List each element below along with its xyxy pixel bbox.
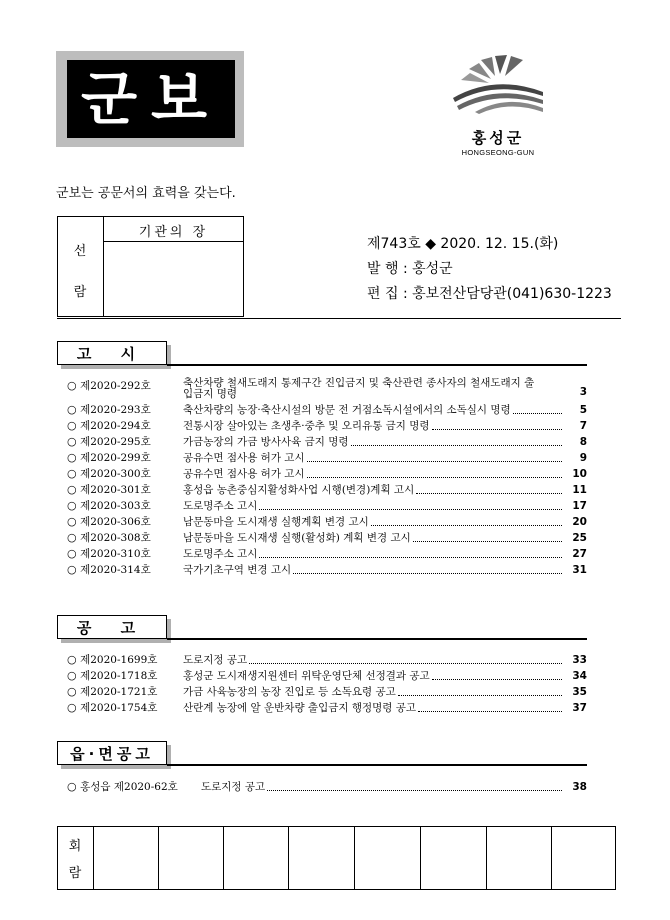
bullet-icon: ○ — [67, 451, 81, 464]
toc-row[interactable] — [67, 700, 587, 716]
section-header-town-announcement: 읍·면공고 — [57, 741, 167, 765]
toc-page: 5 — [579, 404, 587, 416]
dot-leader — [418, 711, 562, 712]
bullet-icon: ○ — [67, 685, 81, 698]
dot-leader — [259, 509, 562, 510]
dot-leader — [513, 413, 562, 414]
toc-page: 38 — [572, 781, 587, 793]
toc-row[interactable] — [67, 684, 587, 700]
toc-row[interactable] — [67, 378, 587, 402]
issue-publisher: 발 행 : 홍성군 — [367, 261, 453, 277]
dot-leader — [432, 429, 562, 430]
toc-title: 산란계 농장에 알 운반차량 출입금지 행정명령 공고 — [183, 702, 417, 714]
bullet-icon: ○ — [67, 563, 81, 576]
toc-number: 제2020-1718호 — [80, 670, 158, 682]
dot-leader — [413, 541, 562, 542]
toc-number: 제2020-294호 — [80, 420, 151, 432]
masthead-banner — [67, 60, 235, 138]
toc-title: 홍성읍 농촌중심지활성화사업 시행(변경)계획 고시 — [183, 484, 415, 496]
bullet-icon: ○ — [67, 499, 81, 512]
toc-page: 25 — [572, 532, 587, 544]
toc-page: 11 — [572, 484, 587, 496]
toc-number: 제2020-1699호 — [80, 654, 158, 666]
bullet-icon: ○ — [67, 669, 81, 682]
circulation-header-divider — [103, 241, 244, 242]
toc-number: 제2020-310호 — [80, 548, 151, 560]
org-name: 홍성군 — [471, 129, 525, 147]
dot-leader — [351, 445, 563, 446]
toc-title: 가금농장의 가금 방사사육 금지 명령 — [183, 436, 349, 448]
toc-row[interactable] — [67, 434, 587, 450]
toc-title: 도로지정 공고 — [183, 654, 248, 666]
grid-divider — [288, 826, 289, 890]
toc-row[interactable] — [67, 562, 587, 578]
dot-leader — [307, 461, 562, 462]
toc-number: 제2020-292호 — [80, 380, 151, 392]
grid-divider — [420, 826, 421, 890]
circulation-label-top: 선 — [73, 244, 87, 259]
grid-divider — [551, 826, 552, 890]
toc-number: 제2020-299호 — [80, 452, 151, 464]
bullet-icon: ○ — [67, 435, 81, 448]
approval-label-bottom: 람 — [68, 866, 82, 881]
toc-number: 제2020-293호 — [80, 404, 151, 416]
header-rule — [57, 318, 621, 319]
county-emblem-icon — [445, 52, 549, 114]
grid-divider — [354, 826, 355, 890]
toc-row[interactable] — [67, 546, 587, 562]
circulation-header: 기관의 장 — [138, 225, 209, 240]
masthead-title: 군보 — [80, 65, 222, 133]
toc-row[interactable] — [67, 418, 587, 434]
dot-leader — [307, 477, 562, 478]
toc-number: 제2020-303호 — [80, 500, 151, 512]
toc-title: 남문동마을 도시재생 실행계획 변경 고시 — [183, 516, 369, 528]
toc-row[interactable] — [67, 779, 587, 795]
bullet-icon: ○ — [67, 531, 81, 544]
dot-leader — [249, 663, 562, 664]
toc-row[interactable] — [67, 530, 587, 546]
toc-row[interactable] — [67, 482, 587, 498]
toc-page: 31 — [572, 564, 587, 576]
bullet-icon: ○ — [67, 379, 81, 392]
grid-divider — [223, 826, 224, 890]
toc-title: 남문동마을 도시재생 실행(활성화) 계획 변경 고시 — [183, 532, 411, 544]
bullet-icon: ○ — [67, 780, 81, 793]
bullet-icon: ○ — [67, 515, 81, 528]
toc-page: 34 — [572, 670, 587, 682]
dot-leader — [398, 695, 562, 696]
toc-number: 제2020-1754호 — [80, 702, 158, 714]
dot-leader — [371, 525, 562, 526]
bullet-icon: ○ — [67, 653, 81, 666]
section-header-announcement: 공 고 — [57, 615, 167, 639]
toc-number: 제2020-308호 — [80, 532, 151, 544]
dot-leader — [416, 493, 562, 494]
dot-leader — [259, 557, 562, 558]
toc-title: 공유수면 점사용 허가 고시 — [183, 468, 305, 480]
approval-label-top: 회 — [68, 839, 82, 854]
section-rule — [167, 364, 587, 366]
toc-page: 17 — [572, 500, 587, 512]
toc-page: 7 — [579, 420, 587, 432]
bullet-icon: ○ — [67, 403, 81, 416]
grid-divider — [158, 826, 159, 890]
circulation-label-bottom: 람 — [73, 285, 87, 300]
grid-divider — [93, 826, 94, 890]
toc-title: 도로지정 공고 — [201, 781, 266, 793]
bullet-icon: ○ — [67, 483, 81, 496]
toc-title: 홍성군 도시재생지원센터 위탁운영단체 선정결과 공고 — [183, 670, 430, 682]
dot-leader — [267, 790, 562, 791]
bullet-icon: ○ — [67, 467, 81, 480]
toc-page: 10 — [572, 468, 587, 480]
toc-page: 27 — [572, 548, 587, 560]
toc-title: 국가기초구역 변경 고시 — [183, 564, 292, 576]
toc-number: 제2020-306호 — [80, 516, 151, 528]
toc-title: 축산차량 철새도래지 통제구간 진입금지 및 축산관련 종사자의 철새도래지 출입금지 명령 — [183, 377, 535, 400]
grid-divider — [486, 826, 487, 890]
toc-page: 35 — [572, 686, 587, 698]
toc-number: 제2020-314호 — [80, 564, 151, 576]
toc-page: 37 — [572, 702, 587, 714]
section-rule — [167, 638, 587, 640]
dot-leader — [293, 573, 562, 574]
org-name-english: HONGSEONG-GUN — [461, 148, 535, 157]
toc-row[interactable] — [67, 450, 587, 466]
toc-page: 8 — [579, 436, 587, 448]
toc-row[interactable] — [67, 514, 587, 530]
toc-number: 제2020-295호 — [80, 436, 151, 448]
toc-title: 전통시장 살아있는 초생추·중추 및 오리유통 금지 명령 — [183, 420, 430, 432]
toc-number: 제2020-301호 — [80, 484, 151, 496]
bullet-icon: ○ — [67, 701, 81, 714]
toc-page: 20 — [572, 516, 587, 528]
toc-page: 9 — [579, 452, 587, 464]
toc-number: 홍성읍 제2020-62호 — [80, 781, 178, 793]
toc-number: 제2020-1721호 — [80, 686, 158, 698]
toc-title: 도로명주소 고시 — [183, 500, 258, 512]
toc-title: 공유수면 점사용 허가 고시 — [183, 452, 305, 464]
toc-page: 3 — [579, 386, 587, 398]
toc-row[interactable] — [67, 498, 587, 514]
section-rule — [167, 764, 587, 766]
toc-page: 33 — [572, 654, 587, 666]
dot-leader — [432, 679, 562, 680]
toc-row[interactable] — [67, 652, 587, 668]
toc-title: 축산차량의 농장·축산시설의 방문 전 거점소독시설에서의 소독실시 명령 — [183, 404, 511, 416]
approval-grid — [57, 826, 616, 890]
section-header-notice: 고 시 — [57, 341, 167, 365]
toc-title: 가금 사육농장의 농장 진입로 등 소독요령 공고 — [183, 686, 396, 698]
toc-number: 제2020-300호 — [80, 468, 151, 480]
toc-row[interactable] — [67, 466, 587, 482]
toc-title: 도로명주소 고시 — [183, 548, 258, 560]
issue-editor: 편 집 : 홍보전산담당관(041)630-1223 — [367, 286, 612, 302]
bullet-icon: ○ — [67, 547, 81, 560]
toc-row[interactable] — [67, 668, 587, 684]
motto-text: 군보는 공문서의 효력을 갖는다. — [56, 186, 236, 201]
toc-row[interactable] — [67, 402, 587, 418]
issue-number-date: 제743호 ◆ 2020. 12. 15.(화) — [367, 236, 559, 252]
bullet-icon: ○ — [67, 419, 81, 432]
